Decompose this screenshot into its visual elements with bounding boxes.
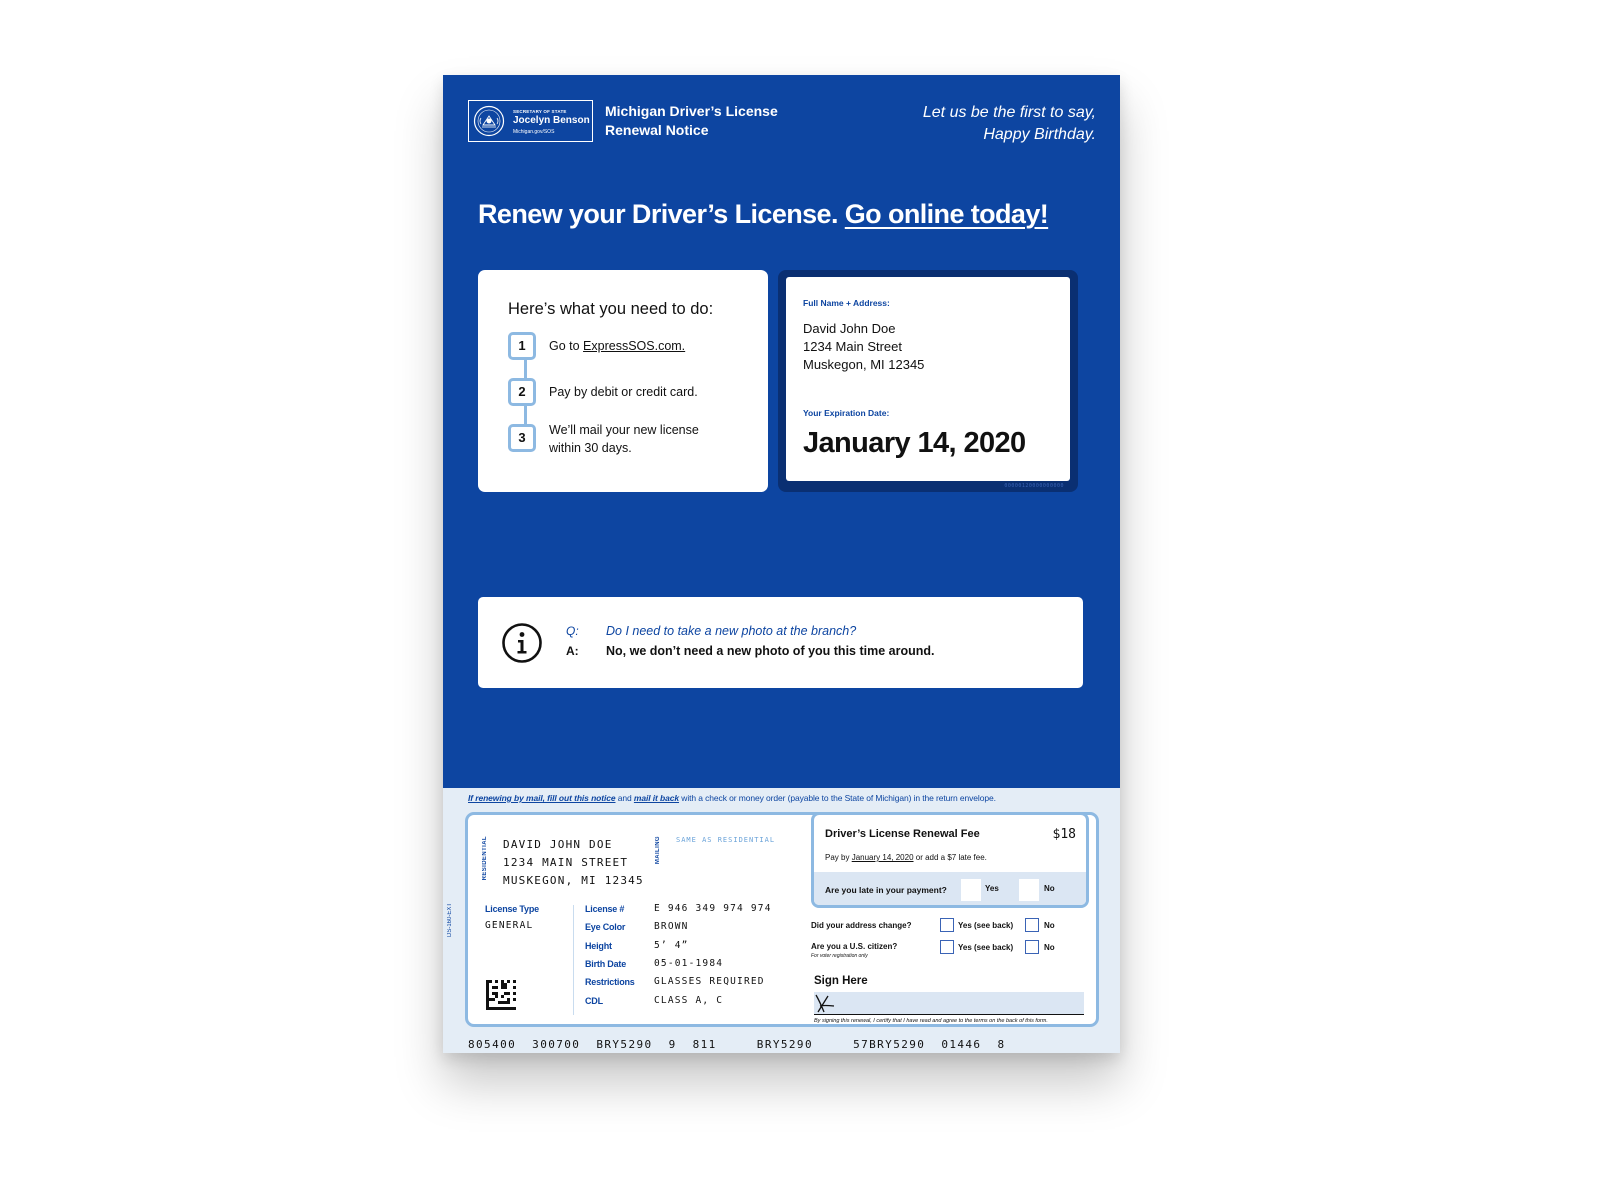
faq-card — [478, 597, 1083, 688]
micr-code-line: 805400 300700 BRY5290 9 811 BRY5290 57BRY5290 01446 8 — [468, 1038, 1006, 1051]
full-name-address-label: Full Name + Address: — [803, 298, 890, 308]
fee-pay-suffix: or add a $7 late fee. — [913, 853, 987, 862]
michigan-seal-icon — [473, 105, 505, 137]
page-headline — [478, 199, 1048, 230]
datamatrix-code-icon — [486, 980, 516, 1010]
headline-text: Renew your Driver’s License. — [478, 199, 845, 229]
citizen-yes-label: Yes (see back) — [958, 943, 1014, 952]
sign-here-label: Sign Here — [814, 975, 868, 987]
go-online-link[interactable]: Go online today! — [844, 199, 1049, 229]
steps-card — [478, 270, 768, 492]
notice-title-line-1: Michigan Driver’s License — [605, 103, 778, 119]
birthday-line-2: Happy Birthday. — [983, 126, 1096, 143]
restrictions-value: GLASSES REQUIRED — [654, 976, 765, 987]
late-no-checkbox[interactable] — [1019, 879, 1039, 901]
late-yes-checkbox[interactable] — [961, 879, 981, 901]
renewal-notice-sheet — [443, 75, 1120, 1053]
fee-title: Driver’s License Renewal Fee — [825, 828, 980, 840]
res-name: DAVID JOHN DOE — [503, 838, 613, 851]
step-number-2: 2 — [508, 378, 536, 406]
mail-renewal-note — [468, 793, 996, 803]
height-label: Height — [585, 941, 612, 951]
faq-answer: No, we don’t need a new photo of you this time around. — [606, 644, 935, 658]
citizen-no-label: No — [1044, 943, 1055, 952]
same-as-residential: SAME AS RESIDENTIAL — [676, 836, 776, 844]
step-3-line-2: within 30 days. — [549, 441, 632, 455]
restrictions-label: Restrictions — [585, 977, 635, 987]
address-change-no-label: No — [1044, 921, 1055, 930]
step-text-1 — [549, 337, 685, 355]
eye-color-label: Eye Color — [585, 922, 626, 932]
address-change-question: Did your address change? — [811, 921, 912, 930]
eye-color-value: BROWN — [654, 921, 689, 932]
birth-date-value: 05-01-1984 — [654, 958, 724, 969]
birthday-line-1: Let us be the first to say, — [922, 104, 1096, 121]
info-icon — [501, 622, 543, 664]
sos-small-label: SECRETARY OF STATE — [513, 109, 567, 114]
mail-renewal-form — [465, 812, 1099, 1027]
fee-pay-by — [825, 853, 987, 862]
license-type-value: GENERAL — [485, 920, 534, 931]
recipient-city: Muskegon, MI 12345 — [803, 357, 925, 372]
blue-panel — [443, 75, 1120, 788]
notice-title-line-2: Renewal Notice — [605, 122, 709, 138]
late-yes-label: Yes — [985, 884, 999, 893]
mail-note-part-2: and — [615, 793, 634, 803]
mailing-label: MAILING — [655, 836, 661, 865]
res-street: 1234 MAIN STREET — [503, 856, 629, 869]
faq-question: Do I need to take a new photo at the branch? — [606, 624, 857, 638]
address-window — [786, 277, 1070, 481]
fee-pay-prefix: Pay by — [825, 853, 852, 862]
fee-pay-date: January 14, 2020 — [851, 853, 914, 862]
step-3-line-1: We’ll mail your new license — [549, 423, 699, 437]
birth-date-label: Birth Date — [585, 959, 627, 969]
citizen-note: For voter registration only — [811, 953, 868, 959]
serial-number: 00000120000000000 — [1004, 483, 1064, 489]
step-1-prefix: Go to — [549, 339, 584, 353]
step-number-3: 3 — [508, 424, 536, 452]
signature-x-icon — [814, 992, 836, 1014]
expresssos-link[interactable]: ExpressSOS.com. — [583, 339, 686, 353]
address-change-yes-label: Yes (see back) — [958, 921, 1014, 930]
mail-note-part-3: mail it back — [633, 793, 680, 803]
sos-name: Jocelyn Benson — [513, 115, 590, 126]
residential-address — [503, 836, 644, 890]
citizen-yes-checkbox[interactable] — [940, 940, 954, 954]
expiration-date-label: Your Expiration Date: — [803, 408, 890, 418]
sos-url: Michigan.gov/SOS — [513, 129, 555, 135]
fee-box — [811, 812, 1089, 908]
late-no-label: No — [1044, 884, 1055, 893]
signature-legal-text: By signing this renewal, I certify that I have read and agree to the terms on the back of this form. — [814, 1018, 1048, 1024]
birthday-message — [923, 102, 1096, 146]
field-divider — [573, 905, 574, 1015]
citizen-no-checkbox[interactable] — [1025, 940, 1039, 954]
recipient-address — [803, 320, 924, 374]
recipient-street: 1234 Main Street — [803, 339, 903, 354]
res-city: MUSKEGON, MI 12345 — [503, 874, 644, 887]
faq-question-label: Q: — [566, 624, 579, 638]
fee-amount: $18 — [1052, 827, 1076, 842]
address-change-no-checkbox[interactable] — [1025, 918, 1039, 932]
faq-answer-label: A: — [566, 644, 579, 658]
height-value: 5’ 4” — [654, 940, 689, 951]
late-payment-row — [814, 872, 1086, 908]
cdl-value: CLASS A, C — [654, 995, 724, 1006]
citizen-question: Are you a U.S. citizen? — [811, 942, 898, 951]
step-text-2: Pay by debit or credit card. — [549, 385, 698, 399]
mail-note-part-1: If renewing by mail, fill out this notice — [468, 793, 616, 803]
address-change-yes-checkbox[interactable] — [940, 918, 954, 932]
mail-note-part-4: with a check or money order (payable to the State of Michigan) in the return envelope. — [679, 793, 996, 803]
cdl-label: CDL — [585, 996, 603, 1006]
form-code: DS-160-EXT — [447, 903, 453, 938]
step-text-3 — [549, 421, 699, 457]
signature-field[interactable] — [814, 992, 1084, 1015]
address-card — [778, 270, 1078, 492]
license-number-label: License # — [585, 904, 625, 914]
step-number-1: 1 — [508, 332, 536, 360]
expiration-date: January 14, 2020 — [803, 427, 1026, 459]
notice-title — [605, 102, 778, 140]
license-type-label: License Type — [485, 904, 539, 914]
residential-label: RESIDENTIAL — [482, 836, 488, 881]
late-payment-question: Are you late in your payment? — [825, 885, 947, 895]
recipient-name: David John Doe — [803, 321, 896, 336]
steps-title: Here’s what you need to do: — [508, 300, 714, 318]
sos-logo-box — [468, 100, 593, 142]
license-number-value: E 946 349 974 974 — [654, 903, 772, 914]
